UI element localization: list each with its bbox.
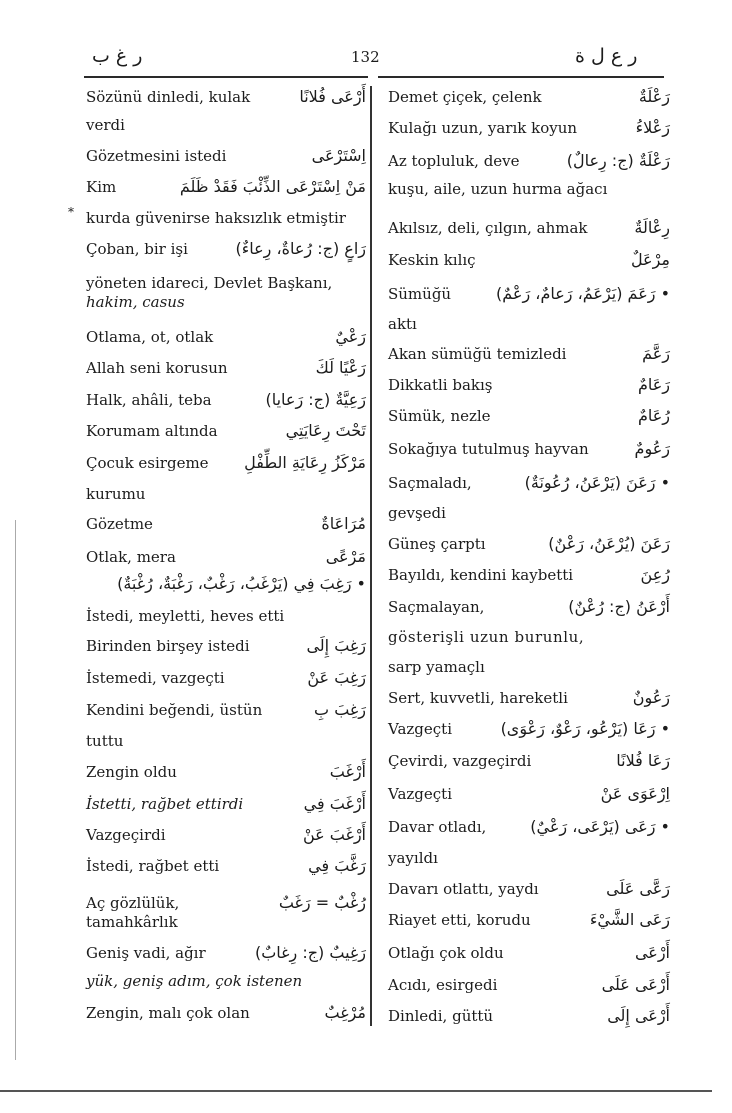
entry-arabic: مَرْعًى (325, 547, 366, 566)
entry-arabic: رَاعٍ (ج: رُعاةٌ، رِعاءٌ) (235, 239, 366, 258)
entry-translation: Sokağıya tutulmuş hayvan (388, 440, 589, 458)
entry-translation-cont: aktı (388, 315, 417, 333)
entry-arabic: أَرْعَى عَلَى (601, 975, 670, 994)
entry-arabic: رُعَامٌ (637, 406, 670, 425)
entry-translation-cont: kurumu (86, 485, 146, 503)
entry-translation: Korumam altında (86, 422, 218, 440)
entry-translation: Gözetme (86, 515, 153, 533)
entry-translation: Az topluluk, deve (388, 152, 520, 170)
entry-translation: Saçmalayan, (388, 598, 485, 616)
entry-arabic: مُرْغِبٌ (324, 1003, 366, 1022)
entry-arabic: اِرْعَوَى عَنْ (600, 784, 670, 803)
entry-arabic: أَرْعَنُ (ج: رُعْنٌ) (568, 597, 670, 616)
entry-translation: Çevirdi, vazgeçirdi (388, 752, 532, 770)
entry-translation: Akan sümüğü temizledi (388, 345, 567, 363)
entry-translation-cont: kurda güvenirse haksızlık etmiştir (86, 209, 346, 227)
entry-translation: Demet çiçek, çelenk (388, 88, 542, 106)
entry-translation: Davarı otlattı, yaydı (388, 880, 539, 898)
entry-translation-cont: tamahkârlık (86, 913, 178, 931)
entry-arabic: أَرْعَى فُلانًا (299, 87, 366, 106)
entry-translation: Bayıldı, kendini kaybetti (388, 566, 574, 584)
entry-arabic: رَغِبَ إِلَى (306, 636, 366, 655)
entry-arabic: رَعْيٌ (335, 327, 366, 346)
entry-arabic: رُغْبٌ = رَغَبٌ (278, 893, 366, 912)
entry-translation: Davar otladı, (388, 818, 487, 836)
entry-arabic: أَرْعَى إِلَى (607, 1006, 670, 1025)
entry-arabic: اِسْتَرْعَى (311, 146, 366, 165)
entry-translation-cont2: sarp yamaçlı (388, 658, 485, 676)
entry-arabic: • رَعَى (يَرْعَى، رَعْيٌ) (530, 817, 670, 836)
entry-translation: Birinden birşey istedi (86, 637, 250, 655)
column-divider (370, 86, 372, 1026)
entry-arabic: مَنْ اِسْتَرْعَى الذِّئْبَ فَقَدْ ظَلَمَ (179, 177, 366, 196)
entry-translation-cont: gösterişli uzun burunlu, (388, 628, 585, 646)
entry-arabic: رَعْلَةٌ (ج: رِعالٌ) (566, 151, 670, 170)
entry-translation: Vazgeçti (388, 785, 453, 803)
entry-translation: Güneş çarptı (388, 535, 486, 553)
entry-arabic: رَعُومٌ (634, 439, 670, 458)
entry-translation: Akılsız, deli, çılgın, ahmak (388, 219, 588, 237)
entry-translation: Sözünü dinledi, kulak (86, 88, 251, 106)
entry-arabic: رَغَّبَ فِي (308, 856, 366, 875)
entry-translation-cont: İstedi, meyletti, heves etti (86, 607, 285, 625)
entry-arabic: مُرَاعَاةٌ (321, 514, 366, 533)
entry-translation-cont2: hakim, casus (86, 293, 185, 311)
entry-arabic: مِرْعَلٌ (630, 250, 670, 269)
entry-arabic: رِعْالَةٌ (634, 218, 670, 237)
entry-translation: Sümük, nezle (388, 407, 491, 425)
entry-translation: Çocuk esirgeme (86, 454, 209, 472)
entry-arabic: رَعْيًا لَكَ (315, 358, 366, 377)
entry-arabic: أَرْغَبَ عَنْ (302, 825, 366, 844)
entry-translation: Aç gözlülük, (86, 894, 180, 912)
entry-translation: Vazgeçirdi (86, 826, 166, 844)
entry-translation: Allah seni korusun (86, 359, 228, 377)
entry-arabic: رَعِيَّةٌ (ج: رَعايا) (265, 390, 366, 409)
entry-arabic: مَرْكَزُ رِعَايَةِ الطِّفْلِ (244, 453, 366, 472)
entry-translation-cont: gevşedi (388, 504, 446, 522)
entry-arabic: رَغِبَ عَنْ (307, 668, 366, 687)
entry-arabic: رَعَنَ (يُرْعَنُ، رَعْنٌ) (548, 534, 670, 553)
entry-arabic: أَرْغَبَ (329, 762, 366, 781)
entry-translation-cont: yöneten idareci, Devlet Başkanı, (86, 274, 333, 292)
entry-translation: Zengin oldu (86, 763, 177, 781)
entry-arabic: رَعَّى عَلَى (606, 879, 670, 898)
entry-translation: Saçmaladı, (388, 474, 472, 492)
entry-arabic: تَحْتَ رِعَايَتِي (285, 421, 366, 440)
header-right-root: ر ع ل ة (575, 45, 638, 67)
entry-translation-cont: tuttu (86, 732, 124, 750)
entry-translation: Keskin kılıç (388, 251, 476, 269)
entry-translation: Otlama, ot, otlak (86, 328, 214, 346)
entry-translation: Çoban, bir işi (86, 240, 188, 258)
entry-translation: Geniş vadi, ağır (86, 944, 206, 962)
entry-translation: Dinledi, güttü (388, 1007, 494, 1025)
entry-translation: Zengin, malı çok olan (86, 1004, 250, 1022)
entry-arabic: رَعَا فُلانًا (616, 751, 670, 770)
page-number: 132 (351, 48, 380, 66)
entry-translation: Kulağı uzun, yarık koyun (388, 119, 578, 137)
entry-translation: Halk, ahâli, teba (86, 391, 212, 409)
entry-arabic: رُعِنَ (640, 565, 670, 584)
stray-mark: * (68, 205, 74, 219)
entry-translation: Otlak, mera (86, 548, 176, 566)
entry-translation-cont: yayıldı (388, 849, 438, 867)
entry-arabic: رَغِيبٌ (ج: رِغابٌ) (254, 943, 366, 962)
entry-translation: Gözetmesini istedi (86, 147, 227, 165)
entry-arabic: رَعُونٌ (632, 688, 670, 707)
entry-arabic: • رَعَمَ (يَرْعَمُ، رَعامٌ، رَعْمٌ) (496, 284, 670, 303)
entry-arabic: رَغِبَ بِ (314, 700, 366, 719)
entry-translation-cont: kuşu, aile, uzun hurma ağacı (388, 180, 608, 198)
entry-translation: Acıdı, esirgedi (388, 976, 498, 994)
entry-arabic: أَرْغَبَ فِي (303, 794, 366, 813)
entry-translation: Vazgeçti (388, 720, 453, 738)
header-rule-right (378, 76, 664, 78)
entry-translation: İstemedi, vazgeçti (86, 669, 225, 687)
header-left-root: ر غ ب (92, 45, 143, 67)
entry-translation: Riayet etti, korudu (388, 911, 531, 929)
entry-arabic: رَعَّمَ (642, 344, 670, 363)
entry-arabic: • رَغِبَ فِي (يَرْغَبُ، رَغْبٌ، رَغْبَةٌ، رُغْبَةٌ) (117, 574, 366, 593)
entry-arabic: • رَعَنَ (يَرْعَنُ، رُعُونَةٌ) (524, 473, 670, 492)
entry-translation-cont: yük, geniş adım, çok istenen (86, 972, 303, 990)
entry-translation-cont: verdi (86, 116, 125, 134)
entry-translation: Otlağı çok oldu (388, 944, 504, 962)
entry-translation: İstetti, rağbet ettirdi (86, 795, 244, 813)
entry-translation: Kendini beğendi, üstün (86, 701, 263, 719)
entry-arabic: رَعَامٌ (637, 375, 670, 394)
margin-line (15, 520, 16, 1060)
entry-translation: Sümüğü (388, 285, 452, 303)
entry-translation: Sert, kuvvetli, hareketli (388, 689, 568, 707)
entry-arabic: رَعْلاءُ (635, 118, 670, 137)
entry-translation: İstedi, rağbet etti (86, 857, 220, 875)
header-rule-left (84, 76, 368, 78)
entry-arabic: أَرْعَى (634, 943, 670, 962)
entry-translation: Kim (86, 178, 117, 196)
entry-arabic: رَعَى الشَّيْءَ (589, 910, 670, 929)
bottom-rule (0, 1090, 712, 1092)
entry-translation: Dikkatli bakış (388, 376, 493, 394)
entry-arabic: رَعْلَةٌ (638, 87, 670, 106)
entry-arabic: • رَعَا (يَرْعُو، رَعْوٌ، رَعْوَى) (500, 719, 670, 738)
